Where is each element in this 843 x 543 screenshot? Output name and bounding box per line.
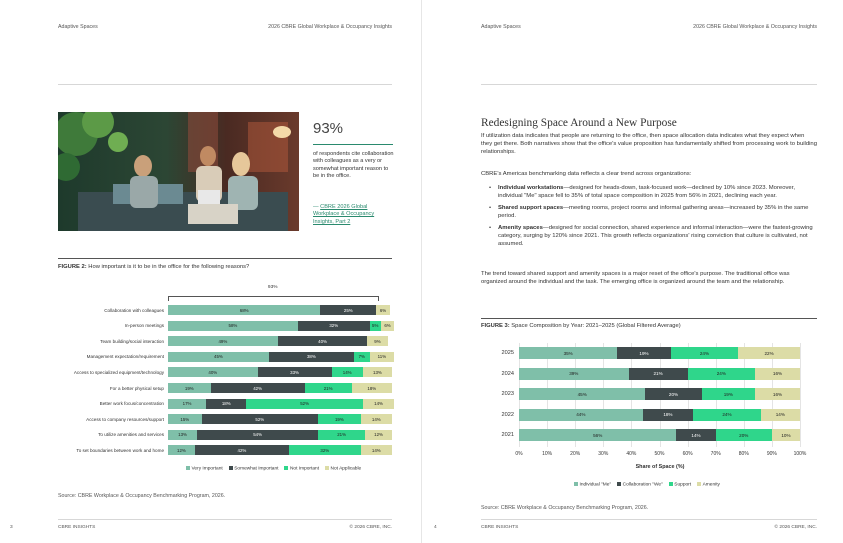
figure3-tick-label: 30% (598, 451, 609, 457)
figure2-legend-swatch (229, 466, 233, 470)
figure2-title-label: FIGURE 2: (58, 264, 87, 270)
figure2-bar-segment: 40% (168, 367, 258, 377)
left-header-title: 2026 CBRE Global Workplace & Occupancy Insights (268, 24, 392, 30)
figure2-bar-segment: 18% (352, 383, 392, 393)
figure2-legend-item (186, 466, 223, 471)
figure3-bar-segment: 24% (693, 409, 760, 421)
right-header-section: Adaptive Spaces (481, 24, 521, 30)
right-page-number: 4 (434, 525, 437, 530)
bullet-support (489, 204, 817, 220)
figure2-bar-segment: 17% (168, 399, 206, 409)
intro-paragraph: If utilization data indicates that people are returning to the office, then space allocation data indicates what they expect when they get there. Both narratives show that the office's value proposition has fundamentally shifted from processing work to building relationships. (481, 133, 817, 155)
figure2-category-label: Access to specialized equipment/technology (73, 369, 164, 375)
figure2-bar-segment: 12% (365, 430, 392, 440)
figure2-bracket (168, 296, 379, 301)
figure3-bar-segment: 19% (617, 347, 670, 359)
figure2-category-label: For a better physical setup (109, 385, 164, 391)
figure2-legend-swatch (186, 466, 190, 470)
figure2-bar-segment: 52% (202, 414, 318, 424)
figure3-bar-segment: 14% (676, 429, 715, 441)
figure3-bar-segment: 16% (755, 388, 800, 400)
figure3-year-label: 2023 (501, 391, 514, 397)
figure2-legend-item (325, 466, 361, 471)
figure2-category-label: Team building/social interaction (100, 338, 164, 344)
figure2-bar-segment: 33% (258, 367, 332, 377)
figure3-bar-segment: 24% (671, 347, 738, 359)
figure2-bar-segment: 19% (318, 414, 361, 424)
figure3-bar-segment: 20% (645, 388, 701, 400)
figure2-bar-segment: 42% (195, 445, 289, 455)
bullet-amenity-text: —designed for social connection, shared experience and informal interaction—were the fastest-growing category, surging by 120% since 2021. This growth reflects organizations' rising conviction that culture is cultivated, not assumed. (498, 225, 813, 247)
figure3-bar-segment: 21% (629, 368, 688, 380)
figure2-bar-segment: 6% (381, 321, 394, 331)
bullet-workstations-text: —designed for heads-down, task-focused work—declined by 10% since 2023. Moreover, individual "Me" space fell to 35% of total space composition in 2025 from 56% in 2021, declining each year. (498, 185, 795, 199)
figure2-bar-segment: 19% (168, 383, 211, 393)
figure2-source: Source: CBRE Workplace & Occupancy Benchmarking Program, 2026. (58, 493, 226, 499)
figure3-legend-label: Individual "Me" (579, 482, 612, 488)
figure2-bracket-label: 93% (267, 285, 278, 290)
trend-intro: CBRE's Americas benchmarking data reflects a clear trend across organizations: (481, 171, 692, 177)
right-footer-divider (481, 519, 817, 520)
figure2-legend-swatch (284, 466, 288, 470)
figure2-legend-item (229, 466, 279, 471)
figure2-bar-segment: 25% (320, 305, 376, 315)
figure3-tick-label: 60% (682, 451, 693, 457)
figure3-tick-label: 0% (515, 451, 523, 457)
figure3-bar-segment: 45% (519, 388, 645, 400)
bullet-support-text: —meeting rooms, project rooms and informal gathering areas—increased by 35% in the same period. (498, 205, 809, 219)
figure3-tick-label: 90% (766, 451, 777, 457)
figure2-bar-segment: 15% (168, 414, 202, 424)
figure2-category-label: Management expectation/requirement (86, 354, 164, 360)
figure2-bar-segment: 6% (376, 305, 389, 315)
figure2-bar-segment: 38% (269, 352, 354, 362)
figure2-bar-segment: 52% (246, 399, 362, 409)
left-page (0, 0, 421, 543)
figure2-bar-segment: 18% (206, 399, 246, 409)
figure2-bar-segment: 42% (211, 383, 305, 393)
figure2-bar-segment: 14% (363, 399, 394, 409)
figure3-bar-segment: 16% (755, 368, 800, 380)
figure2-bar-segment: 32% (298, 321, 370, 331)
figure3-bar-segment: 14% (761, 409, 800, 421)
figure2-legend-label: Not Applicable (330, 466, 362, 472)
figure3-title (481, 323, 681, 329)
trend-bullets (489, 184, 817, 252)
figure3-bar-segment: 39% (519, 368, 629, 380)
figure3-year-label: 2024 (501, 370, 514, 377)
figure3-bar-segment: 44% (519, 409, 643, 421)
figure2-category-label: To utilize amenities and services (98, 432, 164, 438)
figure2-legend (186, 466, 361, 471)
bullet-workstations (489, 184, 817, 200)
stat-value: 93% (313, 120, 344, 137)
figure2-bar-segment: 32% (289, 445, 361, 455)
figure2-bar-segment: 68% (168, 305, 320, 315)
figure2-category-label: Collaboration with colleagues (104, 307, 164, 313)
left-footer-copyright: © 2026 CBRE, INC. (349, 525, 392, 530)
left-page-number: 3 (10, 525, 13, 530)
figure3-legend-label: Support (674, 482, 692, 488)
right-footer-brand: CBRE INSIGHTS (481, 525, 519, 530)
bullet-workstations-title: Individual workstations (498, 185, 564, 191)
right-footer-copyright: © 2026 CBRE, INC. (774, 525, 817, 530)
figure3-title-text: Space Composition by Year: 2021–2025 (Global Filtered Average) (509, 323, 681, 329)
stat-description: of respondents cite collaboration with colleagues as a very or somewhat important reason to be in the office. (313, 151, 394, 180)
figure2-bar-segment: 14% (361, 414, 392, 424)
figure2-bar-segment: 14% (332, 367, 363, 377)
figure2-bar-segment: 21% (305, 383, 352, 393)
stat-citation-dash: — (313, 204, 321, 210)
figure3-bar-segment: 19% (702, 388, 755, 400)
figure2-bar-segment: 12% (168, 445, 195, 455)
left-footer-divider (58, 519, 392, 520)
figure2-bar-segment: 13% (168, 430, 197, 440)
left-header-section: Adaptive Spaces (58, 24, 98, 30)
figure3-year-label: 2021 (501, 432, 514, 438)
bullet-amenity (489, 224, 817, 248)
figure3-tick-label: 20% (570, 451, 581, 457)
figure2-bar-segment: 13% (363, 367, 392, 377)
figure2-chart (0, 0, 421, 543)
figure2-bar-segment: 49% (168, 336, 278, 346)
figure2-bar-segment: 54% (197, 430, 318, 440)
figure2-category-label: Better work focus/concentration (99, 401, 164, 407)
figure2-bar-segment: 11% (370, 352, 395, 362)
figure3-year-label: 2025 (501, 350, 514, 356)
figure3-source: Source: CBRE Workplace & Occupancy Benchmarking Program, 2026. (481, 505, 649, 511)
figure2-legend-swatch (325, 466, 329, 470)
figure2-legend-label: Somewhat Important (234, 466, 279, 472)
figure3-tick-label: 80% (738, 451, 749, 457)
figure2-bar-segment: 58% (168, 321, 298, 331)
section-heading: Redesigning Space Around a New Purpose (481, 117, 677, 129)
figure2-legend-item (284, 466, 319, 471)
right-header-divider (481, 84, 817, 85)
right-header-title: 2026 CBRE Global Workplace & Occupancy Insights (693, 24, 817, 30)
figure2-category-label: Access to company resources/support (86, 416, 164, 422)
figure3-title-label: FIGURE 3: (481, 323, 510, 329)
figure3-top-rule (481, 318, 817, 319)
figure3-year-label: 2022 (501, 411, 514, 418)
figure3-tick-label: 70% (710, 451, 721, 457)
figure2-bar-segment: 45% (168, 352, 269, 362)
figure3-bar-segment: 24% (688, 368, 755, 380)
figure3-tick-label: 50% (654, 451, 665, 457)
figure2-category-label: In-person meetings (124, 323, 164, 329)
figure3-bar-segment: 18% (643, 409, 694, 421)
bullet-amenity-title: Amenity spaces (498, 225, 543, 231)
figure2-title-text: How important is it to be in the office for the following reasons? (86, 264, 250, 270)
figure3-legend-label: Amenity (702, 482, 720, 488)
bullet-support-title: Shared support spaces (498, 205, 564, 211)
figure3-bar-segment: 56% (519, 429, 676, 441)
figure2-bar-segment: 5% (370, 321, 381, 331)
figure3-legend-label: Collaboration "We" (622, 482, 663, 488)
left-footer-brand: CBRE INSIGHTS (58, 525, 96, 530)
figure3-tick-label: 100% (793, 451, 807, 457)
figure2-bar-segment: 14% (361, 445, 392, 455)
figure3-bar-segment: 20% (716, 429, 772, 441)
figure3-axis-title: Share of Space (%) (635, 464, 685, 470)
figure2-legend-label: Very Important (191, 466, 223, 472)
stat-citation-link[interactable]: CBRE 2026 Global Workplace & Occupancy Insights, Part 2 (313, 204, 375, 225)
figure3-bar-segment: 22% (738, 347, 800, 359)
figure2-bar-segment: 40% (278, 336, 368, 346)
conclusion-paragraph: The trend toward shared support and amenity spaces is a major reset of the office's purpose. The traditional office was organized around the individual and the task. The emerging office is organized around the team and the relationship. (481, 271, 790, 285)
figure3-bar-segment: 35% (519, 347, 617, 359)
figure3-bar-segment: 10% (772, 429, 800, 441)
figure2-category-label: To set boundaries between work and home (76, 447, 164, 453)
figure2-bar-segment: 21% (318, 430, 365, 440)
figure2-legend-label: Not Important (289, 466, 320, 472)
figure2-bar-segment: 7% (354, 352, 370, 362)
figure2-bar-segment: 9% (367, 336, 387, 346)
figure3-tick-label: 40% (626, 451, 637, 457)
figure3-tick-label: 10% (542, 451, 553, 457)
